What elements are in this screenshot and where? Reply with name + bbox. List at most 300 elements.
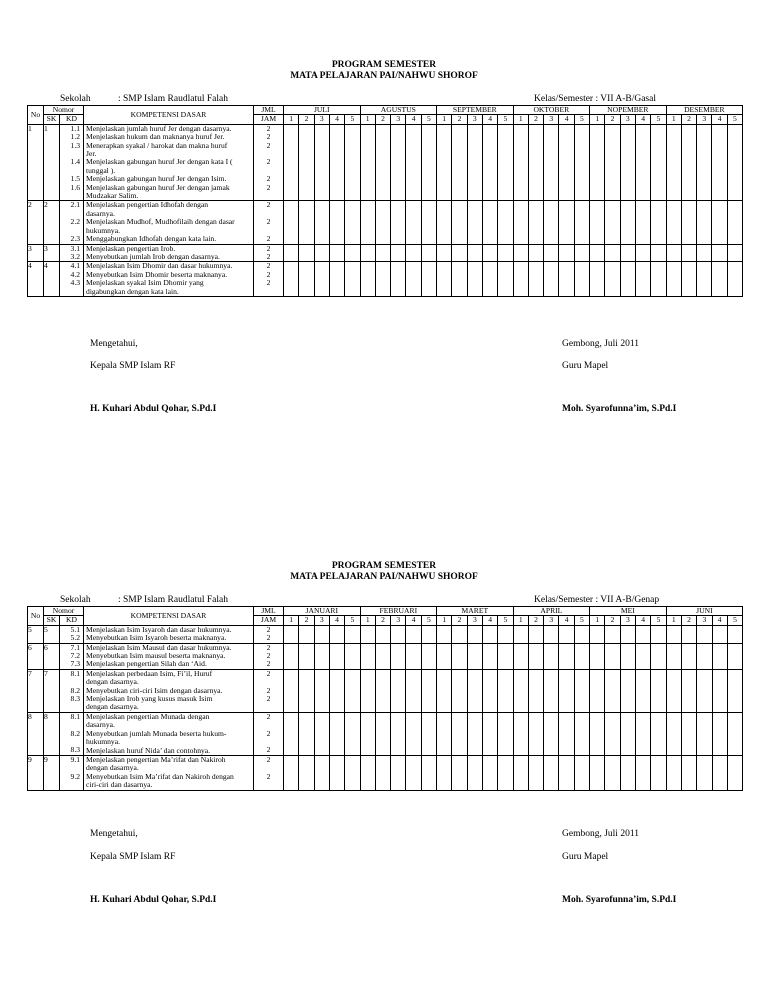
- week-cell: [590, 712, 605, 755]
- week-header: 1: [513, 115, 528, 124]
- week-cell: [574, 201, 589, 244]
- kompetensi-line: Menyebutkan jumlah Irob dengan dasarnya.: [86, 251, 220, 261]
- week-cell: [712, 755, 727, 790]
- week-cell: [284, 244, 299, 262]
- week-header: 1: [437, 616, 452, 625]
- row-no: 9: [28, 755, 44, 790]
- week-cell: [513, 643, 528, 669]
- week-cell: [605, 262, 620, 297]
- week-cell: [375, 244, 390, 262]
- kd-code: 3.1: [70, 244, 81, 253]
- week-cell: [467, 625, 482, 643]
- week-cell: [467, 643, 482, 669]
- guru-label: Guru Mapel: [562, 361, 609, 371]
- kd-code: 2.3: [70, 234, 81, 244]
- week-cell: [391, 712, 406, 755]
- week-cell: [666, 669, 681, 712]
- jam-value: 2: [266, 157, 271, 167]
- kompetensi-line: Menjelaskan jumlah huruf Jer dengan dasarnya.: [86, 124, 232, 133]
- kd-code: [60, 703, 80, 711]
- month-header: APRIL: [513, 607, 590, 616]
- jam-value: 2: [266, 728, 271, 738]
- week-cell: [513, 124, 528, 201]
- jam-value: 2: [266, 174, 271, 184]
- week-header: 2: [605, 616, 620, 625]
- week-cell: [345, 124, 360, 201]
- row-kd: [60, 625, 84, 643]
- col-sk-header: SK: [44, 616, 60, 625]
- kompetensi-line: Menjelaskan Isim Mausul dan dasar hukumnya.: [86, 643, 232, 652]
- week-cell: [299, 643, 314, 669]
- week-cell: [544, 669, 559, 712]
- week-cell: [452, 201, 467, 244]
- week-cell: [681, 244, 696, 262]
- row-jam: [254, 755, 284, 790]
- week-cell: [574, 643, 589, 669]
- kd-code: 4.2: [70, 269, 81, 279]
- week-cell: [666, 712, 681, 755]
- week-cell: [620, 262, 635, 297]
- week-cell: [605, 244, 620, 262]
- week-cell: [360, 669, 375, 712]
- kompetensi-line: Menyebutkan Isim Isyaroh beserta maknanya.: [86, 633, 227, 643]
- week-cell: [437, 755, 452, 790]
- week-cell: [299, 755, 314, 790]
- row-kd: [60, 124, 84, 201]
- kompetensi-line: Menjelaskan gabungan huruf Jer dengan Isim.: [86, 174, 227, 184]
- week-cell: [391, 755, 406, 790]
- kompetensi-line: Menyebutkan ciri-ciri Isim dengan dasarnya.: [86, 685, 223, 695]
- kd-code: 1.6: [70, 182, 81, 192]
- kelas-semester: Kelas/Semester : VII A-B/Gasal: [534, 94, 656, 104]
- week-header: 2: [452, 616, 467, 625]
- row-sk: 5: [44, 625, 60, 643]
- week-header: 4: [559, 616, 574, 625]
- row-jam: [254, 124, 284, 201]
- week-cell: [314, 262, 329, 297]
- week-cell: [406, 201, 421, 244]
- kd-code: 1.1: [70, 124, 81, 133]
- mengetahui-label: Mengetahui,: [90, 829, 138, 839]
- week-cell: [345, 244, 360, 262]
- week-cell: [651, 201, 666, 244]
- week-cell: [421, 124, 436, 201]
- week-cell: [681, 669, 696, 712]
- week-header: 4: [559, 115, 574, 124]
- week-cell: [620, 124, 635, 201]
- week-cell: [498, 244, 513, 262]
- kompetensi-line: Menjelaskan Isim Isyaroh dan dasar hukumnya.: [86, 625, 232, 634]
- week-cell: [712, 625, 727, 643]
- week-header: 5: [345, 115, 360, 124]
- week-cell: [406, 669, 421, 712]
- week-cell: [544, 244, 559, 262]
- week-cell: [421, 669, 436, 712]
- week-cell: [421, 201, 436, 244]
- kompetensi-line: Menyebutkan Isim Dhomir beserta maknanya.: [86, 269, 228, 279]
- week-header: 5: [498, 616, 513, 625]
- row-sk: 4: [44, 262, 60, 297]
- month-header: FEBRUARI: [360, 607, 437, 616]
- col-kd-header: KD: [60, 616, 84, 625]
- kd-code: 5.2: [70, 633, 81, 643]
- table-row: [28, 669, 743, 712]
- week-cell: [467, 244, 482, 262]
- week-cell: [697, 124, 712, 201]
- week-cell: [544, 625, 559, 643]
- week-cell: [697, 712, 712, 755]
- week-header: 2: [605, 115, 620, 124]
- week-cell: [284, 755, 299, 790]
- row-kompetensi: [84, 669, 254, 712]
- week-cell: [605, 755, 620, 790]
- week-cell: [391, 124, 406, 201]
- week-cell: [329, 124, 344, 201]
- col-no-header: No: [28, 106, 44, 125]
- month-header: SEPTEMBER: [437, 106, 514, 115]
- week-header: 2: [681, 616, 696, 625]
- col-jam-header: JAM: [254, 616, 284, 625]
- week-cell: [498, 124, 513, 201]
- row-kd: [60, 643, 84, 669]
- week-cell: [360, 244, 375, 262]
- kompetensi-line: Menyebutkan jumlah Munada beserta hukum-: [86, 728, 227, 738]
- week-cell: [284, 712, 299, 755]
- week-cell: [544, 712, 559, 755]
- week-cell: [605, 625, 620, 643]
- jam-value: [254, 781, 283, 789]
- week-header: 2: [528, 115, 543, 124]
- month-header: DESEMBER: [666, 106, 743, 115]
- week-header: 1: [437, 115, 452, 124]
- week-cell: [482, 244, 497, 262]
- kompetensi-line: Menjelaskan perbedaan Isim, Fi’il, Huruf: [86, 669, 213, 678]
- week-cell: [727, 643, 742, 669]
- week-cell: [528, 124, 543, 201]
- month-header: OKTOBER: [513, 106, 590, 115]
- week-cell: [406, 755, 421, 790]
- jam-value: 2: [266, 217, 271, 227]
- week-cell: [391, 201, 406, 244]
- week-cell: [574, 625, 589, 643]
- place-date: Gembong, Juli 2011: [562, 829, 639, 839]
- week-cell: [590, 201, 605, 244]
- kompetensi-line: digabungkan dengan kata lain.: [86, 286, 179, 296]
- jam-value: 2: [266, 694, 271, 704]
- week-cell: [329, 755, 344, 790]
- week-cell: [284, 669, 299, 712]
- week-cell: [360, 124, 375, 201]
- kompetensi-line: Menjelaskan gabungan huruf Jer dengan jamak: [86, 182, 230, 192]
- week-header: 1: [590, 115, 605, 124]
- week-cell: [697, 669, 712, 712]
- week-header: 3: [697, 616, 712, 625]
- week-cell: [666, 124, 681, 201]
- week-header: 2: [681, 115, 696, 124]
- sekolah-value: : SMP Islam Raudlatul Falah: [118, 94, 228, 104]
- week-cell: [391, 262, 406, 297]
- week-cell: [421, 643, 436, 669]
- week-cell: [482, 124, 497, 201]
- doc-title: PROGRAM SEMESTER: [331, 561, 437, 571]
- jam-value: 2: [266, 659, 271, 669]
- week-cell: [437, 643, 452, 669]
- week-header: 3: [314, 115, 329, 124]
- week-header: 4: [482, 115, 497, 124]
- row-kompetensi: [84, 244, 254, 262]
- kd-code: 1.5: [70, 174, 81, 184]
- week-cell: [574, 262, 589, 297]
- kompetensi-line: tunggal ).: [86, 165, 116, 175]
- week-cell: [635, 244, 650, 262]
- col-jml-header: JML: [254, 607, 284, 616]
- week-cell: [299, 625, 314, 643]
- row-sk: 6: [44, 643, 60, 669]
- week-cell: [345, 625, 360, 643]
- week-cell: [452, 262, 467, 297]
- guru-name: Moh. Syarofunna’im, S.Pd.I: [562, 404, 677, 414]
- week-cell: [712, 124, 727, 201]
- week-header: 2: [528, 616, 543, 625]
- week-cell: [284, 124, 299, 201]
- week-cell: [437, 625, 452, 643]
- week-cell: [329, 244, 344, 262]
- week-cell: [421, 712, 436, 755]
- week-cell: [345, 712, 360, 755]
- week-header: 1: [284, 115, 299, 124]
- row-no: 4: [28, 262, 44, 297]
- week-cell: [467, 712, 482, 755]
- week-cell: [544, 755, 559, 790]
- jam-value: 2: [266, 745, 271, 755]
- week-header: 4: [482, 616, 497, 625]
- week-cell: [559, 201, 574, 244]
- week-header: 4: [712, 115, 727, 124]
- kelas-semester: Kelas/Semester : VII A-B/Genap: [534, 595, 660, 605]
- row-jam: [254, 244, 284, 262]
- jam-value: 2: [266, 625, 271, 634]
- week-cell: [528, 201, 543, 244]
- week-cell: [528, 625, 543, 643]
- kd-code: 5.1: [70, 625, 81, 634]
- table-row: [28, 244, 743, 262]
- week-cell: [697, 244, 712, 262]
- jam-value: [254, 703, 283, 711]
- week-cell: [528, 755, 543, 790]
- week-header: 3: [467, 616, 482, 625]
- week-cell: [681, 201, 696, 244]
- week-cell: [605, 201, 620, 244]
- week-cell: [727, 625, 742, 643]
- week-cell: [406, 262, 421, 297]
- col-kompetensi-header: KOMPETENSI DASAR: [84, 607, 254, 626]
- week-cell: [391, 625, 406, 643]
- week-cell: [375, 643, 390, 669]
- sekolah-label: Sekolah: [60, 94, 91, 104]
- week-header: 5: [498, 115, 513, 124]
- jam-value: 2: [266, 269, 271, 279]
- col-sk-header: SK: [44, 115, 60, 124]
- row-kd: [60, 712, 84, 755]
- row-sk: 3: [44, 244, 60, 262]
- week-cell: [299, 712, 314, 755]
- month-header: AGUSTUS: [360, 106, 437, 115]
- week-cell: [482, 755, 497, 790]
- row-kompetensi: [84, 262, 254, 297]
- week-cell: [437, 244, 452, 262]
- week-cell: [314, 643, 329, 669]
- week-cell: [620, 625, 635, 643]
- week-cell: [574, 669, 589, 712]
- week-cell: [727, 712, 742, 755]
- week-cell: [314, 201, 329, 244]
- row-kd: [60, 755, 84, 790]
- kompetensi-line: Menjelaskan Isim Dhomir dan dasar hukumnya.: [86, 261, 233, 271]
- week-cell: [681, 755, 696, 790]
- week-cell: [574, 755, 589, 790]
- week-cell: [620, 201, 635, 244]
- kompetensi-line: Menyebutkan Isim Ma’rifat dan Nakiroh dengan: [86, 771, 234, 781]
- week-cell: [513, 712, 528, 755]
- row-no: 2: [28, 201, 44, 244]
- row-jam: [254, 712, 284, 755]
- week-cell: [452, 124, 467, 201]
- week-header: 3: [467, 115, 482, 124]
- week-cell: [482, 669, 497, 712]
- week-cell: [513, 244, 528, 262]
- week-cell: [314, 755, 329, 790]
- doc-subtitle: MATA PELAJARAN PAI/NAHWU SHOROF: [290, 572, 478, 582]
- week-cell: [375, 124, 390, 201]
- table-row: [28, 712, 743, 755]
- week-cell: [651, 244, 666, 262]
- week-cell: [513, 669, 528, 712]
- week-header: 1: [513, 616, 528, 625]
- week-header: 1: [666, 616, 681, 625]
- jam-value: 2: [266, 651, 271, 661]
- week-header: 4: [635, 115, 650, 124]
- kompetensi-line: Menjelaskan gabungan huruf Jer dengan kata I (: [86, 157, 233, 167]
- week-cell: [697, 625, 712, 643]
- row-no: 3: [28, 244, 44, 262]
- row-kd: [60, 262, 84, 297]
- week-cell: [590, 244, 605, 262]
- week-cell: [636, 755, 651, 790]
- kd-code: 7.1: [70, 643, 81, 652]
- col-nomor-header: Nomor: [44, 106, 84, 115]
- week-cell: [437, 201, 452, 244]
- week-cell: [605, 124, 620, 201]
- program-semester-table: [27, 105, 743, 297]
- week-cell: [437, 262, 452, 297]
- kd-code: 1.2: [70, 132, 81, 142]
- week-header: 1: [666, 115, 681, 124]
- kompetensi-line: Jer.: [86, 149, 97, 159]
- jam-value: 2: [266, 234, 271, 244]
- week-cell: [651, 625, 666, 643]
- week-cell: [360, 201, 375, 244]
- week-header: 5: [651, 616, 666, 625]
- week-header: 4: [329, 115, 344, 124]
- table-row: [28, 643, 743, 669]
- week-cell: [727, 262, 742, 297]
- week-cell: [421, 244, 436, 262]
- week-cell: [635, 201, 650, 244]
- week-cell: [406, 124, 421, 201]
- kompetensi-line: Menjelaskan pengertian Ma’rifat dan Nakiroh: [86, 755, 226, 764]
- week-header: 3: [544, 616, 559, 625]
- col-nomor-header: Nomor: [44, 607, 84, 616]
- week-cell: [452, 712, 467, 755]
- week-cell: [314, 124, 329, 201]
- week-cell: [651, 643, 666, 669]
- week-cell: [544, 124, 559, 201]
- week-cell: [712, 712, 727, 755]
- kompetensi-line: hukumnya.: [86, 225, 120, 235]
- kompetensi-line: dengan dasarnya.: [86, 702, 139, 712]
- week-cell: [666, 201, 681, 244]
- week-cell: [345, 262, 360, 297]
- jam-value: [254, 192, 283, 200]
- row-jam: [254, 643, 284, 669]
- week-cell: [636, 625, 651, 643]
- week-cell: [329, 669, 344, 712]
- mengetahui-label: Mengetahui,: [90, 339, 138, 349]
- kompetensi-line: Menyebutkan Isim mausul beserta maknanya.: [86, 651, 226, 661]
- kd-code: 8.3: [70, 745, 81, 755]
- jam-value: 2: [266, 712, 271, 721]
- kompetensi-line: hukumnya.: [86, 737, 120, 747]
- kd-code: [60, 288, 80, 296]
- kd-code: 3.2: [70, 251, 81, 261]
- week-cell: [590, 643, 605, 669]
- week-cell: [651, 712, 666, 755]
- week-cell: [590, 262, 605, 297]
- kompetensi-line: Mudzakar Salim.: [86, 191, 139, 201]
- week-cell: [666, 262, 681, 297]
- kompetensi-line: Menjelaskan pengertian Munada dengan: [86, 712, 210, 721]
- week-cell: [574, 124, 589, 201]
- week-cell: [620, 643, 635, 669]
- week-cell: [697, 643, 712, 669]
- week-cell: [360, 262, 375, 297]
- week-header: 4: [406, 115, 421, 124]
- week-cell: [360, 712, 375, 755]
- week-cell: [498, 669, 513, 712]
- kompetensi-line: dasarnya.: [86, 720, 115, 730]
- kompetensi-line: Menjelaskan huruf Nida’ dan contohnya.: [86, 745, 211, 755]
- week-cell: [681, 262, 696, 297]
- week-header: 5: [421, 115, 436, 124]
- week-cell: [605, 712, 620, 755]
- doc-title: PROGRAM SEMESTER: [331, 60, 437, 70]
- week-cell: [559, 669, 574, 712]
- week-cell: [498, 625, 513, 643]
- kompetensi-line: Menjelaskan pengertian Silah dan ‘Aid.: [86, 659, 207, 669]
- kd-code: 2.2: [70, 217, 81, 227]
- week-header: 2: [452, 115, 467, 124]
- week-cell: [284, 625, 299, 643]
- kompetensi-line: Menggabungkan Idhofah dengan kata lain.: [86, 234, 217, 244]
- week-cell: [697, 201, 712, 244]
- week-cell: [345, 643, 360, 669]
- month-header: MEI: [590, 607, 666, 616]
- month-header: JULI: [284, 106, 361, 115]
- week-cell: [590, 124, 605, 201]
- row-kompetensi: [84, 124, 254, 201]
- week-cell: [482, 201, 497, 244]
- kd-code: 2.1: [70, 200, 81, 210]
